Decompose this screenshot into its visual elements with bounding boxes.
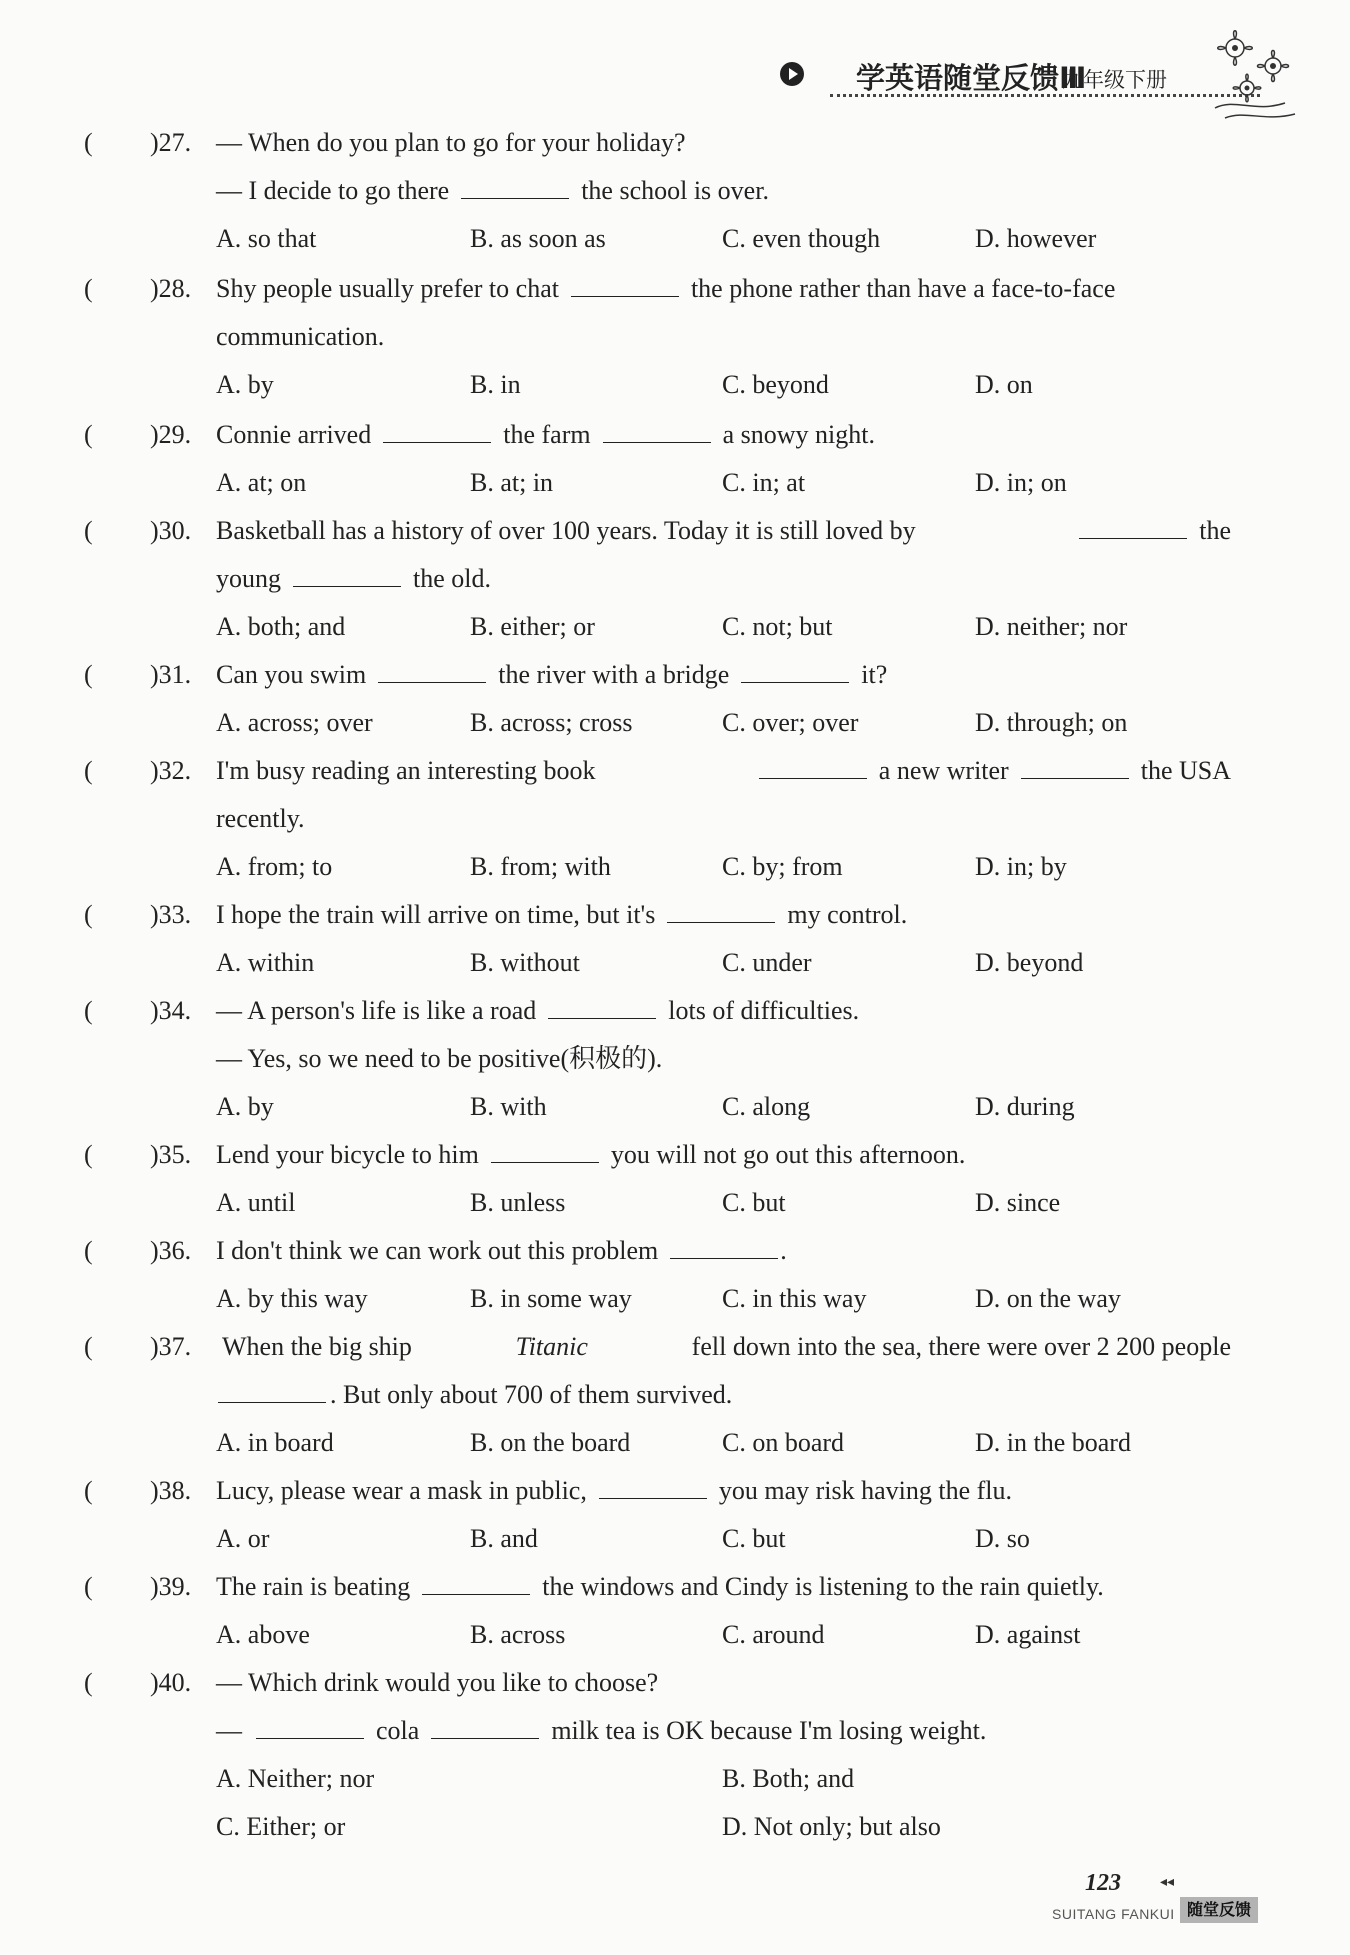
option-d: D. during (975, 1092, 1075, 1121)
option-c: C. but (722, 1524, 786, 1553)
question-number: )37. (150, 1332, 192, 1361)
answer-blank[interactable] (1021, 756, 1129, 779)
question-text: I don't think we can work out this problem . (216, 1236, 787, 1265)
answer-blank[interactable] (759, 756, 867, 779)
option-a: A. in board (216, 1428, 334, 1457)
question-number: )27. (150, 128, 192, 157)
question-text: Shy people usually prefer to chat the phone rather than have a face-to-face (216, 274, 1116, 303)
option-d: D. in; by (975, 852, 1067, 881)
option-b: B. in some way (470, 1284, 632, 1313)
answer-paren[interactable]: ( (84, 1332, 93, 1361)
book-title: 学英语随堂反馈Ⅲ (856, 61, 1087, 95)
answer-blank[interactable] (383, 420, 491, 443)
double-arrow-icon: ◂◂ (1160, 1875, 1175, 1890)
question-number: )29. (150, 420, 192, 449)
answer-blank[interactable] (599, 1476, 707, 1499)
answer-blank[interactable] (256, 1716, 364, 1739)
ship-name: Titanic (515, 1332, 588, 1361)
question-number: )30. (150, 516, 192, 545)
option-c: C. on board (722, 1428, 845, 1457)
answer-paren[interactable]: ( (84, 128, 93, 157)
option-a: A. from; to (216, 852, 333, 881)
answer-paren[interactable]: ( (84, 900, 93, 929)
answer-blank[interactable] (548, 996, 656, 1019)
answer-blank[interactable] (218, 1380, 326, 1403)
answer-paren[interactable]: ( (84, 1476, 93, 1505)
question-text: young the old. (216, 564, 491, 593)
question-text: communication. (216, 322, 385, 351)
option-d: D. through; on (975, 708, 1128, 737)
option-b: B. across; cross (470, 708, 633, 737)
option-b: B. across (470, 1620, 566, 1649)
option-d: D. however (975, 224, 1097, 253)
option-a: A. so that (216, 224, 317, 253)
question-number: )39. (150, 1572, 192, 1601)
question-text: Connie arrived the farm a snowy night. (216, 420, 875, 449)
question-text: — A person's life is like a road lots of difficulties. (216, 996, 860, 1025)
option-c: C. over; over (722, 708, 859, 737)
option-d: D. beyond (975, 948, 1084, 977)
answer-paren[interactable]: ( (84, 660, 93, 689)
option-d: D. on the way (975, 1284, 1121, 1313)
option-c: C. beyond (722, 370, 829, 399)
option-a: A. both; and (216, 612, 346, 641)
option-a: A. or (216, 1524, 270, 1553)
option-b: B. and (470, 1524, 538, 1553)
question-text: Basketball has a history of over 100 years. Today it is still loved by the (216, 516, 1231, 545)
question-text: I hope the train will arrive on time, but it's my control. (216, 900, 908, 929)
option-a: A. by this way (216, 1284, 368, 1313)
question-text: . But only about 700 of them survived. (210, 1380, 732, 1410)
answer-blank[interactable] (431, 1716, 539, 1739)
question-text: — I decide to go there the school is over. (216, 176, 769, 205)
option-c: C. in this way (722, 1284, 867, 1313)
answer-paren[interactable]: ( (84, 1668, 93, 1697)
option-a: A. by (216, 1092, 274, 1121)
question-text: Can you swim the river with a bridge it? (216, 660, 888, 689)
answer-blank[interactable] (293, 564, 401, 587)
option-d: D. neither; nor (975, 612, 1128, 641)
option-a: A. at; on (216, 468, 307, 497)
answer-blank[interactable] (461, 176, 569, 199)
option-a: A. within (216, 948, 315, 977)
question-number: )35. (150, 1140, 192, 1169)
option-b: B. at; in (470, 468, 554, 497)
answer-paren[interactable]: ( (84, 996, 93, 1025)
question-text: The rain is beating the windows and Cindy is listening to the rain quietly. (216, 1572, 1104, 1601)
option-d: D. on (975, 370, 1033, 399)
option-c: C. in; at (722, 468, 806, 497)
option-b: B. as soon as (470, 224, 606, 253)
question-number: )32. (150, 756, 192, 785)
option-c: C. around (722, 1620, 825, 1649)
question-text: — When do you plan to go for your holiday? (216, 128, 686, 157)
option-b: B. on the board (470, 1428, 631, 1457)
option-c: C. even though (722, 224, 881, 253)
option-c: C. under (722, 948, 812, 977)
answer-blank[interactable] (741, 660, 849, 683)
play-icon (780, 62, 804, 86)
option-b: B. in (470, 370, 521, 399)
option-c: C. but (722, 1188, 786, 1217)
answer-blank[interactable] (667, 900, 775, 923)
option-d: D. against (975, 1620, 1081, 1649)
question-text: — Yes, so we need to be positive(积极的). (216, 1044, 663, 1073)
option-b: B. from; with (470, 852, 611, 881)
option-c: C. Either; or (216, 1812, 346, 1841)
answer-paren[interactable]: ( (84, 516, 93, 545)
option-d: D. in; on (975, 468, 1067, 497)
answer-blank[interactable] (422, 1572, 530, 1595)
answer-blank[interactable] (571, 274, 679, 297)
option-c: C. by; from (722, 852, 843, 881)
question-text: — Which drink would you like to choose? (216, 1668, 659, 1697)
question-text: I'm busy reading an interesting book a new writer the USA (216, 756, 1231, 785)
option-b: B. either; or (470, 612, 595, 641)
answer-blank[interactable] (1079, 516, 1187, 539)
question-number: )40. (150, 1668, 192, 1697)
question-text: Lend your bicycle to him you will not go out this afternoon. (216, 1140, 966, 1169)
option-b: B. unless (470, 1188, 566, 1217)
option-d: D. Not only; but also (722, 1812, 941, 1841)
option-a: A. until (216, 1188, 296, 1217)
option-a: A. Neither; nor (216, 1764, 375, 1793)
question-text: — cola milk tea is OK because I'm losing weight. (216, 1716, 987, 1745)
question-number: )34. (150, 996, 192, 1025)
option-a: A. above (216, 1620, 310, 1649)
page-number: 123 (1085, 1870, 1121, 1896)
answer-paren[interactable]: ( (84, 1236, 93, 1265)
answer-paren[interactable]: ( (84, 756, 93, 785)
series-latin: SUITANG FANKUI (1052, 1906, 1175, 1922)
question-number: )31. (150, 660, 192, 689)
question-number: )33. (150, 900, 192, 929)
answer-paren[interactable]: ( (84, 274, 93, 303)
question-number: )36. (150, 1236, 192, 1265)
question-number: )38. (150, 1476, 192, 1505)
question-text: Lucy, please wear a mask in public, you may risk having the flu. (216, 1476, 1013, 1505)
answer-paren[interactable]: ( (84, 1140, 93, 1169)
answer-paren[interactable]: ( (84, 1572, 93, 1601)
series-badge: 随堂反馈 (1180, 1897, 1258, 1923)
option-a: A. across; over (216, 708, 373, 737)
option-c: C. along (722, 1092, 811, 1121)
answer-blank[interactable] (670, 1236, 778, 1259)
flower-decoration-icon (1195, 18, 1305, 128)
answer-paren[interactable]: ( (84, 420, 93, 449)
option-b: B. Both; and (722, 1764, 855, 1793)
question-text: recently. (216, 804, 305, 833)
question-text: When the big ship Titanic fell down into the sea, there were over 2 200 people (222, 1332, 1231, 1361)
answer-blank[interactable] (603, 420, 711, 443)
option-d: D. so (975, 1524, 1030, 1553)
option-c: C. not; but (722, 612, 833, 641)
option-b: B. with (470, 1092, 547, 1121)
option-b: B. without (470, 948, 580, 977)
option-d: D. since (975, 1188, 1061, 1217)
option-a: A. by (216, 370, 274, 399)
grade-label: 九年级下册 (1062, 68, 1167, 92)
option-d: D. in the board (975, 1428, 1131, 1457)
question-number: )28. (150, 274, 192, 303)
answer-blank[interactable] (378, 660, 486, 683)
answer-blank[interactable] (491, 1140, 599, 1163)
